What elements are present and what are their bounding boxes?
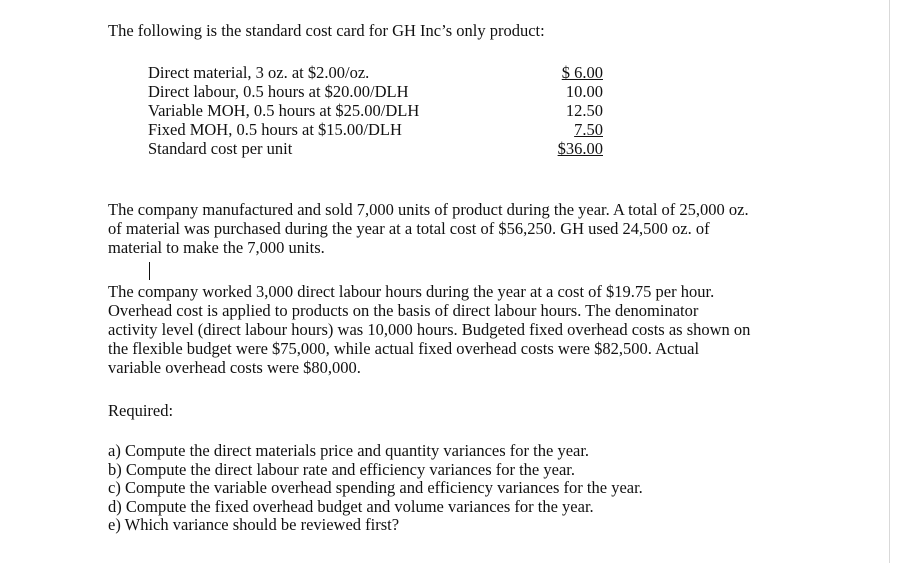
paragraph-line: Overhead cost is applied to products on the basis of direct labour hours. The denominator bbox=[108, 301, 699, 320]
paragraph-production bbox=[108, 200, 749, 257]
cost-label: Fixed MOH, 0.5 hours at $15.00/DLH bbox=[148, 120, 402, 139]
paragraph-line: variable overhead costs were $80,000. bbox=[108, 358, 361, 377]
cost-row-direct-labour bbox=[148, 82, 608, 101]
cost-amount: 12.50 bbox=[565, 101, 603, 120]
requirement-item: a) Compute the direct materials price and quantity variances for the year. bbox=[108, 441, 590, 460]
cost-row-direct-material bbox=[148, 63, 608, 82]
cost-amount: 10.00 bbox=[565, 82, 603, 101]
cost-label: Direct labour, 0.5 hours at $20.00/DLH bbox=[148, 82, 409, 101]
text-cursor bbox=[149, 262, 150, 280]
cost-row-standard-cost-total bbox=[148, 139, 608, 158]
intro-text: The following is the standard cost card for GH Inc’s only product: bbox=[108, 21, 545, 40]
cost-amount-total: $36.00 bbox=[557, 139, 603, 158]
paragraph-line: activity level (direct labour hours) was 10,000 hours. Budgeted fixed overhead costs as shown on bbox=[108, 320, 751, 339]
paragraph-line: The company worked 3,000 direct labour hours during the year at a cost of $19.75 per hour. bbox=[108, 282, 715, 301]
paragraph-labour-overhead bbox=[108, 282, 750, 377]
required-heading: Required: bbox=[108, 401, 174, 420]
cost-row-variable-moh bbox=[148, 101, 608, 120]
page-edge-divider bbox=[889, 0, 890, 563]
paragraph-line: of material was purchased during the year at a total cost of $56,250. GH used 24,500 oz. of bbox=[108, 219, 710, 238]
cost-amount: $ 6.00 bbox=[561, 63, 603, 82]
requirement-item: b) Compute the direct labour rate and efficiency variances for the year. bbox=[108, 459, 575, 479]
paragraph-line: material to make the 7,000 units. bbox=[108, 238, 325, 257]
requirement-item: e) Which variance should be reviewed first? bbox=[108, 515, 400, 534]
cost-label: Standard cost per unit bbox=[148, 139, 293, 158]
cost-label: Direct material, 3 oz. at $2.00/oz. bbox=[148, 63, 370, 82]
cost-row-fixed-moh bbox=[148, 120, 608, 139]
requirement-item: c) Compute the variable overhead spending and efficiency variances for the year. bbox=[108, 478, 643, 497]
paragraph-line: the flexible budget were $75,000, while actual fixed overhead costs were $82,500. Actual bbox=[108, 339, 700, 358]
cost-label: Variable MOH, 0.5 hours at $25.00/DLH bbox=[148, 101, 420, 120]
requirements-list bbox=[108, 441, 643, 534]
cost-amount: 7.50 bbox=[574, 120, 603, 139]
paragraph-line: The company manufactured and sold 7,000 units of product during the year. A total of 25,000 oz. bbox=[108, 200, 749, 219]
requirement-item: d) Compute the fixed overhead budget and volume variances for the year. bbox=[108, 496, 594, 516]
standard-cost-card bbox=[148, 63, 608, 158]
